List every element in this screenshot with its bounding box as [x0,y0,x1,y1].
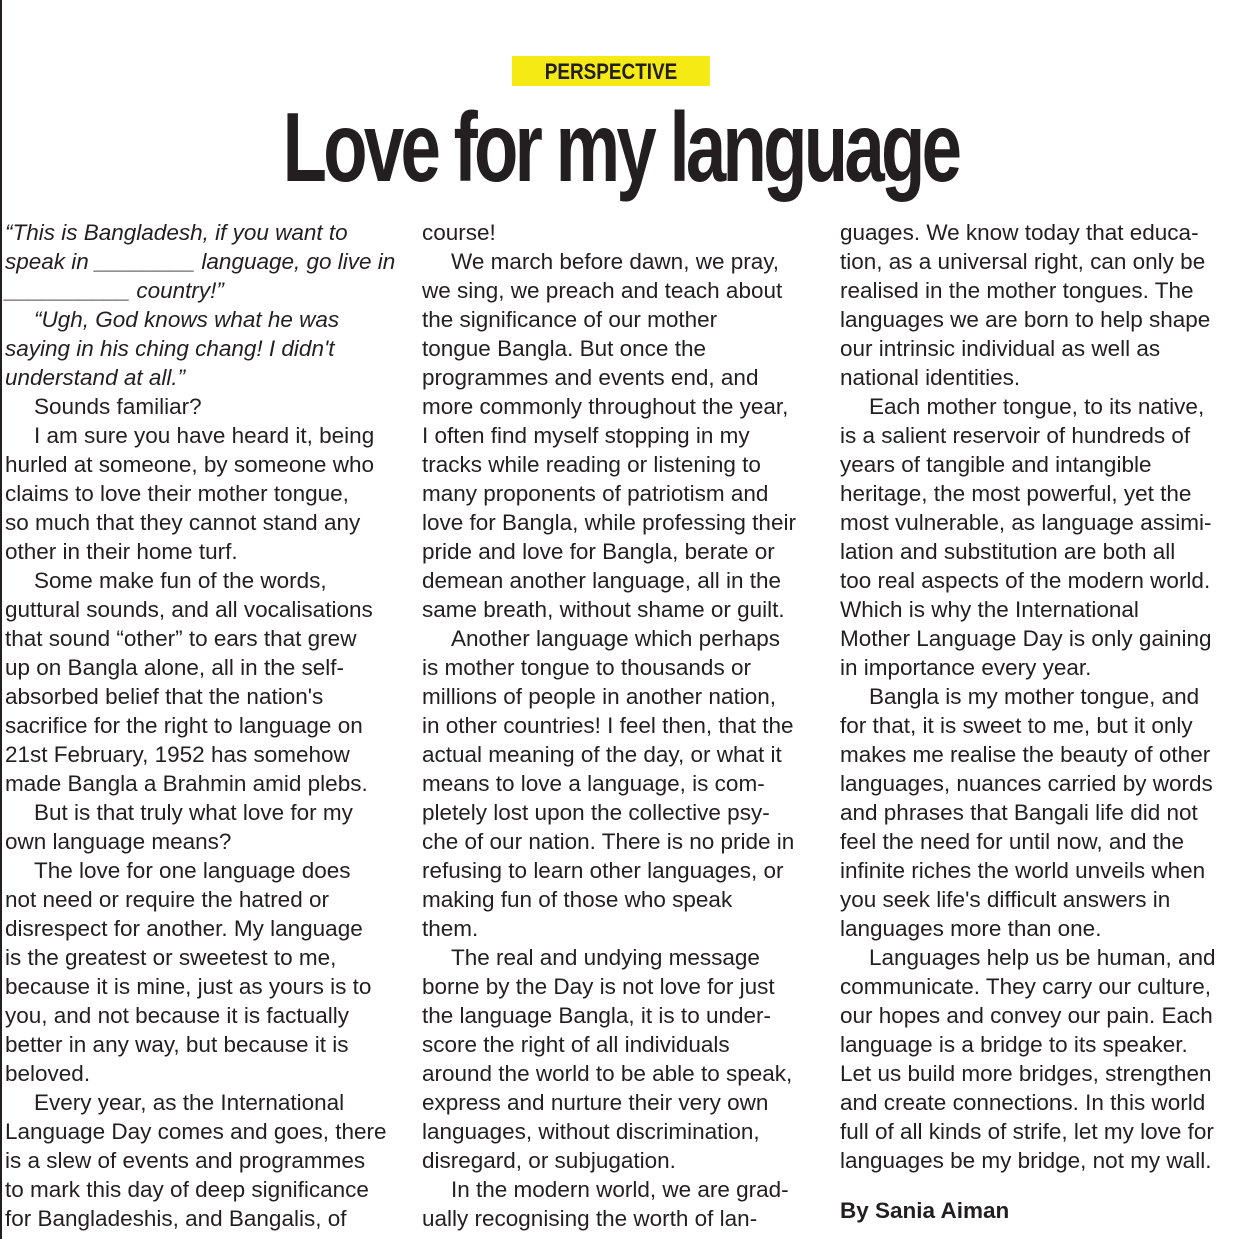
article-line: our intrinsic individual as well as [840,336,1161,361]
article-line: course! [422,220,496,245]
article-line: disrespect for another. My language [5,916,363,941]
article-line: Another language which perhaps [451,626,780,651]
article-line: But is that truly what love for my [34,800,353,825]
article-line: pletely lost upon the collective psy- [422,800,770,825]
article-line: We march before dawn, we pray, [451,249,780,274]
article-line: you, and not because it is factually [5,1003,349,1028]
article-line: you seek life's difficult answers in [840,887,1171,912]
article-line: for that, it is sweet to me, but it only [840,713,1193,738]
article-line: communicate. They carry our culture, [840,974,1211,999]
headline-text: Love for my language [282,92,959,202]
article-line: demean another language, all in the [422,568,782,593]
byline: By Sania Aiman [840,1198,1010,1223]
article-line: love for Bangla, while professing their [422,510,796,535]
article-line: refusing to learn other languages, or [422,858,784,883]
article-line: “Ugh, God knows what he was [34,307,340,332]
article-line: disregard, or subjugation. [422,1148,676,1173]
article-line: we sing, we preach and teach about [422,278,783,303]
section-kicker [512,56,710,86]
article-line: tion, as a universal right, can only be [840,249,1206,274]
article-line: Every year, as the International [34,1090,345,1115]
article-line: tongue Bangla. But once the [422,336,706,361]
article-line: score the right of all individuals [422,1032,730,1057]
article-line: in importance every year. [840,655,1092,680]
article-line: heritage, the most powerful, yet the [840,481,1192,506]
article-line: made Bangla a Brahmin amid plebs. [5,771,368,796]
article-line: saying in his ching chang! I didn't [5,336,335,361]
article-line: realised in the mother tongues. The [840,278,1194,303]
article-line: is a slew of events and programmes [5,1148,366,1173]
article-line: actual meaning of the day, or what it [422,742,782,767]
article-line: better in any way, but because it is [5,1032,349,1057]
article-line: languages, without discrimination, [422,1119,760,1144]
article-line: our hopes and convey our pain. Each [840,1003,1213,1028]
article-line: is a salient reservoir of hundreds of [840,423,1191,448]
article-line: sacrifice for the right to language on [5,713,363,738]
article-line: millions of people in another nation, [422,684,776,709]
article-line: Bangla is my mother tongue, and [869,684,1200,709]
article-line: absorbed belief that the nation's [5,684,324,709]
article-line: up on Bangla alone, all in the self- [5,655,344,680]
article-line: Each mother tongue, to its native, [869,394,1205,419]
article-line: national identities. [840,365,1021,390]
article-line: speak in ________ language, go live in [5,249,396,274]
article-line: che of our nation. There is no pride in [422,829,795,854]
article-line: ually recognising the worth of lan- [422,1206,758,1231]
article-line: other in their home turf. [5,539,238,564]
article-line: Which is why the International [840,597,1139,622]
article-line: “This is Bangladesh, if you want to [5,220,348,245]
article-line: the significance of our mother [422,307,718,332]
article-line: In the modern world, we are grad- [451,1177,789,1202]
article-line: more commonly throughout the year, [422,394,789,419]
article-line: own language means? [5,829,232,854]
article-line: lation and substitution are both all [840,539,1176,564]
article-line: languages we are born to help shape [840,307,1211,332]
article-line: Sounds familiar? [34,394,202,419]
article-line: languages, nuances carried by words [840,771,1213,796]
article-line: not need or require the hatred or [5,887,329,912]
article-line: Let us build more bridges, strengthen [840,1061,1212,1086]
article-line: and create connections. In this world [840,1090,1206,1115]
article-line: beloved. [5,1061,91,1086]
article-line: is the greatest or sweetest to me, [5,945,337,970]
article-column-1 [5,218,395,1233]
article-line: borne by the Day is not love for just [422,974,775,999]
article-line: that sound “other” to ears that grew [5,626,357,651]
article-line: around the world to be able to speak, [422,1061,793,1086]
article-line: years of tangible and intangible [840,452,1152,477]
article-line: them. [422,916,479,941]
article-line: in other countries! I feel then, that the [422,713,794,738]
article-line: so much that they cannot stand any [5,510,361,535]
article-line: express and nurture their very own [422,1090,769,1115]
article-line: making fun of those who speak [422,887,733,912]
article-line: infinite riches the world unveils when [840,858,1206,883]
article-line: makes me realise the beauty of other [840,742,1211,767]
article-line: hurled at someone, by someone who [5,452,374,477]
article-line: Mother Language Day is only gaining [840,626,1212,651]
article-line: full of all kinds of strife, let my love for [840,1119,1214,1144]
article-line: programmes and events end, and [422,365,759,390]
article-line: to mark this day of deep significance [5,1177,369,1202]
article-line: The real and undying message [451,945,760,970]
article-line: means to love a language, is com- [422,771,765,796]
article-line: for Bangladeshis, and Bangalis, of [5,1206,347,1231]
article-line: tracks while reading or listening to [422,452,761,477]
section-kicker-label: PERSPECTIVE [544,59,678,84]
article-line: I am sure you have heard it, being [34,423,375,448]
article-line: Language Day comes and goes, there [5,1119,387,1144]
article-line: too real aspects of the modern world. [840,568,1211,593]
article-line: Languages help us be human, and [869,945,1216,970]
article-column-2 [422,218,814,1233]
article-line: Some make fun of the words, [34,568,327,593]
article-column-3 [840,218,1230,1175]
article-line: I often find myself stopping in my [422,423,750,448]
article-line: pride and love for Bangla, berate or [422,539,775,564]
article-line: because it is mine, just as yours is to [5,974,372,999]
article-line: is mother tongue to thousands or [422,655,751,680]
article-line: the language Bangla, it is to under- [422,1003,771,1028]
article-line: guages. We know today that educa- [840,220,1199,245]
article-line: 21st February, 1952 has somehow [5,742,350,767]
article-line: languages be my bridge, not my wall. [840,1148,1212,1173]
article-line: most vulnerable, as language assimi- [840,510,1212,535]
article-line: many proponents of patriotism and [422,481,769,506]
article-line: and phrases that Bangali life did not [840,800,1198,825]
article-line: guttural sounds, and all vocalisations [5,597,373,622]
article-line: same breath, without shame or guilt. [422,597,785,622]
article-line: languages more than one. [840,916,1102,941]
article-line: understand at all.” [5,365,186,390]
article-line: The love for one language does [34,858,351,883]
headline [0,92,1241,202]
article-line: __________ country!” [5,278,224,303]
article-line: language is a bridge to its speaker. [840,1032,1188,1057]
article-line: feel the need for until now, and the [840,829,1185,854]
article-line: claims to love their mother tongue, [5,481,349,506]
